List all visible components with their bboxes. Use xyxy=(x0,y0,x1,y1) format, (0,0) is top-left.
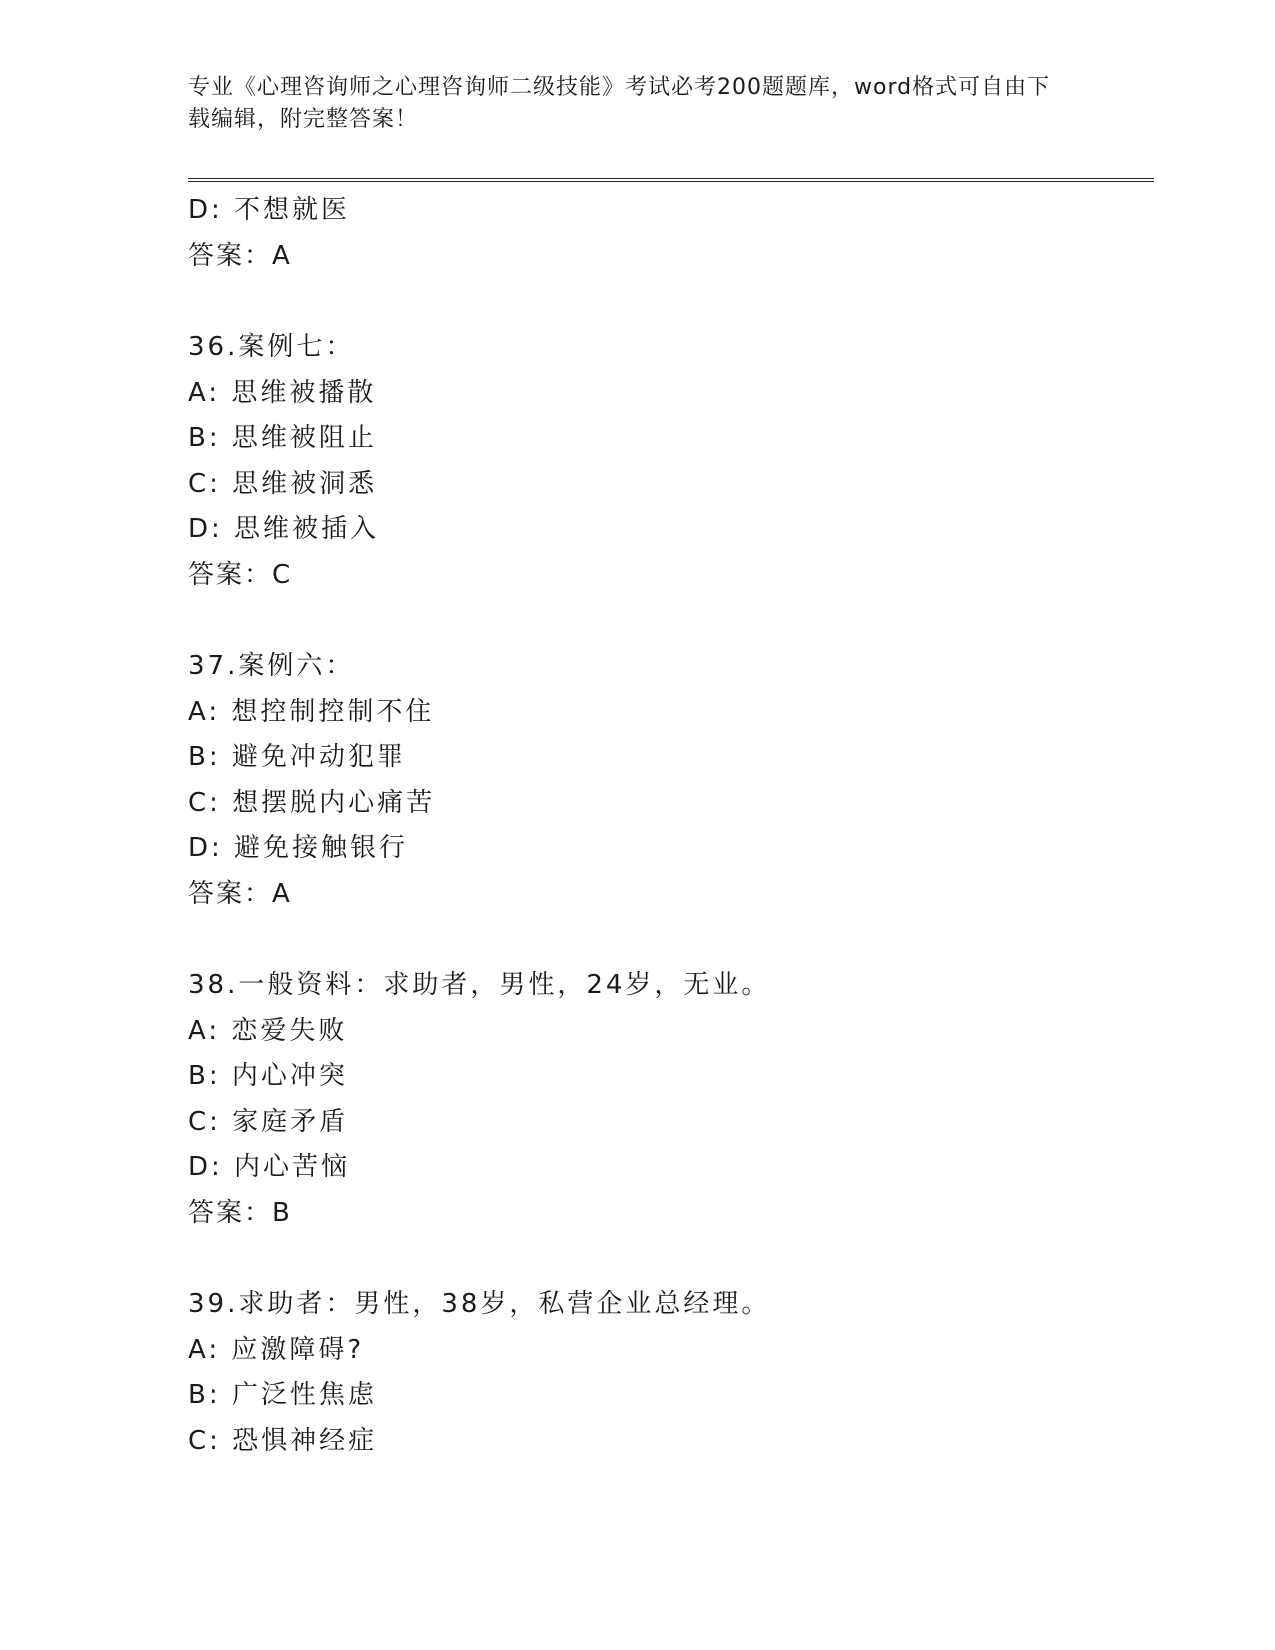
spacer xyxy=(188,279,1148,325)
option-b: B: 内心冲突 xyxy=(188,1061,348,1091)
spacer xyxy=(188,1236,1148,1282)
option-a: A: 思维被播散 xyxy=(188,377,377,408)
option-c: C: 思维被洞悉 xyxy=(188,468,378,499)
header-divider xyxy=(188,178,1154,182)
question-continued xyxy=(188,188,1148,279)
option-c: C: 家庭矛盾 xyxy=(188,1106,349,1137)
question-39 xyxy=(188,1282,1148,1464)
option-b: B: 广泛性焦虑 xyxy=(188,1380,377,1410)
answer-line: 答案：B xyxy=(188,1197,292,1228)
option-d: D: 思维被插入 xyxy=(188,514,380,544)
spacer xyxy=(188,598,1148,644)
spacer xyxy=(188,917,1148,963)
option-c: C: 恐惧神经症 xyxy=(188,1425,378,1456)
answer-line: 答案：A xyxy=(188,878,292,909)
page-header xyxy=(188,72,1068,136)
option-b: B: 避免冲动犯罪 xyxy=(188,742,406,772)
question-37 xyxy=(188,644,1148,917)
question-stem: 36.案例七： xyxy=(188,332,355,362)
answer-line: 答案：C xyxy=(188,559,293,590)
option-b: B: 思维被阻止 xyxy=(188,423,377,453)
document-title: 专业《心理咨询师之心理咨询师二级技能》考试必考200题题库，word格式可自由下载编辑，附完整答案！ xyxy=(188,75,1051,132)
option-a: A: 应激障碍? xyxy=(188,1334,365,1365)
question-stem: 37.案例六： xyxy=(188,651,355,681)
option-d: D: 不想就医 xyxy=(188,195,351,225)
option-a: A: 想控制控制不住 xyxy=(188,696,435,727)
option-d: D: 避免接触银行 xyxy=(188,833,409,863)
option-a: A: 恋爱失败 xyxy=(188,1015,348,1046)
question-stem: 38.一般资料：求助者，男性，24岁，无业。 xyxy=(188,970,771,1000)
question-38 xyxy=(188,963,1148,1236)
question-list xyxy=(188,188,1148,1464)
option-c: C: 想摆脱内心痛苦 xyxy=(188,787,436,818)
option-d: D: 内心苦恼 xyxy=(188,1152,351,1182)
question-36 xyxy=(188,325,1148,598)
answer-line: 答案：A xyxy=(188,240,292,271)
question-stem: 39.求助者：男性，38岁，私营企业总经理。 xyxy=(188,1289,771,1319)
